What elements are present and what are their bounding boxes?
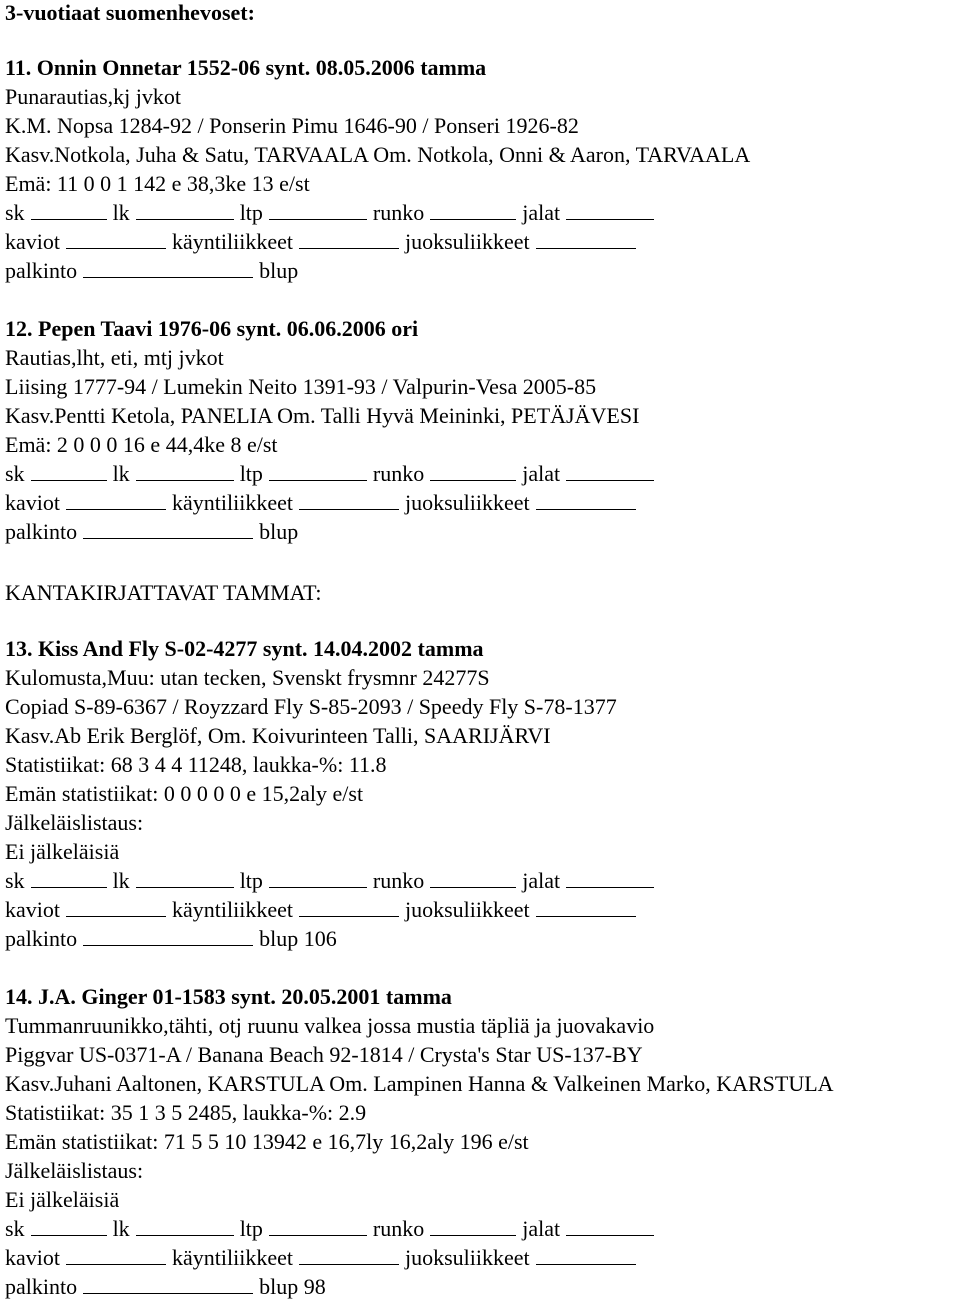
horse-info-line: Tummanruunikko,tähti, otj ruunu valkea jossa mustia täpliä ja juovakavio <box>5 1013 655 1038</box>
kaviot-label: kaviot <box>5 229 60 254</box>
horse-info-line: Ei jälkeläisiä <box>5 839 120 864</box>
blup-label: blup <box>259 926 299 951</box>
kaviot-blank <box>66 229 166 249</box>
juoksuliikkeet-blank <box>536 229 636 249</box>
ltp-blank <box>269 200 367 220</box>
jalat-blank <box>566 461 654 481</box>
kaviot-label: kaviot <box>5 897 60 922</box>
lk-blank <box>136 1216 234 1236</box>
juoksuliikkeet-blank <box>536 490 636 510</box>
kaviot-label: kaviot <box>5 1245 60 1270</box>
horse-info-line: Copiad S-89-6367 / Royzzard Fly S-85-2093 / Speedy Fly S-78-1377 <box>5 694 617 719</box>
juoksuliikkeet-blank <box>536 897 636 917</box>
score-line-2 <box>5 229 642 255</box>
ltp-blank <box>269 1216 367 1236</box>
score-line-2 <box>5 1245 642 1271</box>
horse-info-line: Kasv.Juhani Aaltonen, KARSTULA Om. Lampinen Hanna & Valkeinen Marko, KARSTULA <box>5 1071 834 1096</box>
horse-info-line: Emän statistiikat: 71 5 5 10 13942 e 16,7ly 16,2aly 196 e/st <box>5 1129 529 1154</box>
horse-info-line: Punarautias,kj jvkot <box>5 84 181 109</box>
lk-blank <box>136 200 234 220</box>
palkinto-label: palkinto <box>5 926 78 951</box>
juoksuliikkeet-label: juoksuliikkeet <box>404 1245 530 1270</box>
kayntiliikkeet-label: käyntiliikkeet <box>172 229 293 254</box>
runko-blank <box>430 868 516 888</box>
horse-info-line: Ei jälkeläisiä <box>5 1187 120 1212</box>
horse-info-line: Emä: 11 0 0 1 142 e 38,3ke 13 e/st <box>5 171 310 196</box>
score-line-2 <box>5 897 642 923</box>
blup-value: 98 <box>303 1274 326 1299</box>
horse-info-line: K.M. Nopsa 1284-92 / Ponserin Pimu 1646-90 / Ponseri 1926-82 <box>5 113 579 138</box>
kaviot-label: kaviot <box>5 490 60 515</box>
score-line-1 <box>5 1216 660 1242</box>
jalat-blank <box>566 868 654 888</box>
sk-blank <box>31 868 107 888</box>
lk-label: lk <box>112 200 130 225</box>
palkinto-blank <box>83 1274 253 1294</box>
score-line-3 <box>5 926 337 952</box>
horse-info-line: Statistiikat: 68 3 4 4 11248, laukka-%: 11.8 <box>5 752 387 777</box>
kayntiliikkeet-label: käyntiliikkeet <box>172 897 293 922</box>
palkinto-blank <box>83 926 253 946</box>
jalat-blank <box>566 1216 654 1236</box>
ltp-label: ltp <box>239 868 263 893</box>
horse-heading: 11. Onnin Onnetar 1552-06 synt. 08.05.2006 tamma <box>5 55 487 80</box>
juoksuliikkeet-blank <box>536 1245 636 1265</box>
section-title: 3-vuotiaat suomenhevoset: <box>5 0 255 25</box>
horse-info-line: Kulomusta,Muu: utan tecken, Svenskt frysmnr 24277S <box>5 665 490 690</box>
ltp-label: ltp <box>239 1216 263 1241</box>
kaviot-blank <box>66 897 166 917</box>
lk-label: lk <box>112 461 130 486</box>
jalat-label: jalat <box>522 200 561 225</box>
sk-label: sk <box>5 868 25 893</box>
kayntiliikkeet-label: käyntiliikkeet <box>172 1245 293 1270</box>
blup-label: blup <box>259 519 299 544</box>
kayntiliikkeet-blank <box>299 229 399 249</box>
blup-label: blup <box>259 1274 299 1299</box>
kayntiliikkeet-blank <box>299 1245 399 1265</box>
sk-label: sk <box>5 461 25 486</box>
kayntiliikkeet-blank <box>299 490 399 510</box>
horse-info-line: Emän statistiikat: 0 0 0 0 0 e 15,2aly e/st <box>5 781 364 806</box>
horse-info-line: Jälkeläislistaus: <box>5 810 144 835</box>
sk-blank <box>31 200 107 220</box>
horse-info-line: Kasv.Pentti Ketola, PANELIA Om. Talli Hyvä Meininki, PETÄJÄVESI <box>5 403 640 428</box>
horse-info-line: Kasv.Ab Erik Berglöf, Om. Koivurinteen Talli, SAARIJÄRVI <box>5 723 551 748</box>
horse-info-line: Rautias,lht, eti, mtj jvkot <box>5 345 224 370</box>
horse-info-line: Liising 1777-94 / Lumekin Neito 1391-93 / Valpurin-Vesa 2005-85 <box>5 374 597 399</box>
score-line-1 <box>5 868 660 894</box>
lk-label: lk <box>112 1216 130 1241</box>
runko-blank <box>430 200 516 220</box>
juoksuliikkeet-label: juoksuliikkeet <box>404 897 530 922</box>
runko-label: runko <box>372 461 425 486</box>
kantakirja-title: KANTAKIRJATTAVAT TAMMAT: <box>5 580 322 605</box>
horse-heading: 12. Pepen Taavi 1976-06 synt. 06.06.2006 ori <box>5 316 419 341</box>
sk-blank <box>31 1216 107 1236</box>
palkinto-label: palkinto <box>5 258 78 283</box>
sk-label: sk <box>5 1216 25 1241</box>
juoksuliikkeet-label: juoksuliikkeet <box>404 490 530 515</box>
kaviot-blank <box>66 490 166 510</box>
palkinto-label: palkinto <box>5 1274 78 1299</box>
horse-heading: 13. Kiss And Fly S-02-4277 synt. 14.04.2002 tamma <box>5 636 484 661</box>
palkinto-label: palkinto <box>5 519 78 544</box>
horse-info-line: Statistiikat: 35 1 3 5 2485, laukka-%: 2.9 <box>5 1100 367 1125</box>
lk-blank <box>136 461 234 481</box>
jalat-label: jalat <box>522 461 561 486</box>
juoksuliikkeet-label: juoksuliikkeet <box>404 229 530 254</box>
blup-label: blup <box>259 258 299 283</box>
jalat-label: jalat <box>522 868 561 893</box>
score-line-3 <box>5 258 298 284</box>
ltp-blank <box>269 461 367 481</box>
runko-label: runko <box>372 200 425 225</box>
horse-heading: 14. J.A. Ginger 01-1583 synt. 20.05.2001 tamma <box>5 984 452 1009</box>
runko-blank <box>430 461 516 481</box>
horse-info-line: Kasv.Notkola, Juha & Satu, TARVAALA Om. Notkola, Onni & Aaron, TARVAALA <box>5 142 751 167</box>
score-line-3 <box>5 519 298 545</box>
runko-blank <box>430 1216 516 1236</box>
lk-label: lk <box>112 868 130 893</box>
ltp-label: ltp <box>239 200 263 225</box>
kaviot-blank <box>66 1245 166 1265</box>
ltp-blank <box>269 868 367 888</box>
horse-info-line: Emä: 2 0 0 0 16 e 44,4ke 8 e/st <box>5 432 278 457</box>
lk-blank <box>136 868 234 888</box>
score-line-1 <box>5 200 660 226</box>
sk-blank <box>31 461 107 481</box>
horse-info-line: Jälkeläislistaus: <box>5 1158 144 1183</box>
jalat-label: jalat <box>522 1216 561 1241</box>
kayntiliikkeet-label: käyntiliikkeet <box>172 490 293 515</box>
runko-label: runko <box>372 1216 425 1241</box>
palkinto-blank <box>83 519 253 539</box>
horse-info-line: Piggvar US-0371-A / Banana Beach 92-1814 / Crysta's Star US-137-BY <box>5 1042 643 1067</box>
score-line-2 <box>5 490 642 516</box>
runko-label: runko <box>372 868 425 893</box>
score-line-1 <box>5 461 660 487</box>
jalat-blank <box>566 200 654 220</box>
palkinto-blank <box>83 258 253 278</box>
sk-label: sk <box>5 200 25 225</box>
ltp-label: ltp <box>239 461 263 486</box>
score-line-3 <box>5 1274 326 1300</box>
blup-value: 106 <box>303 926 337 951</box>
kayntiliikkeet-blank <box>299 897 399 917</box>
